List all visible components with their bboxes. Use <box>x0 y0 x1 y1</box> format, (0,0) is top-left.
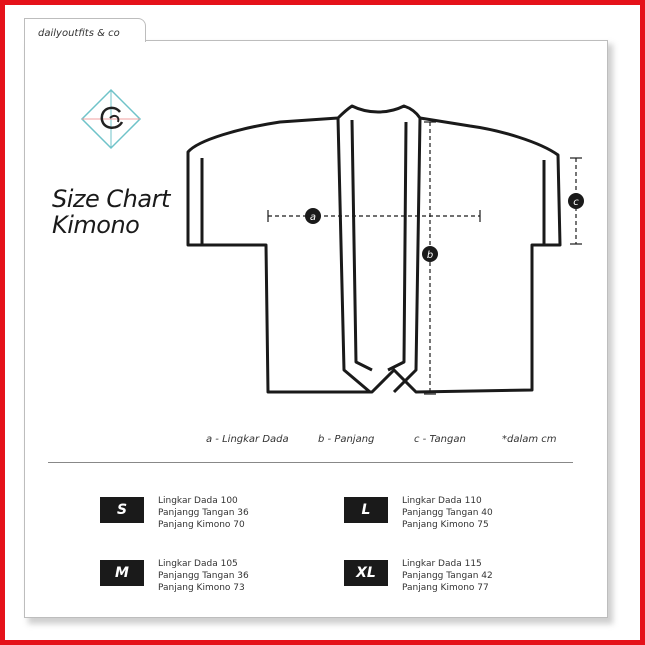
brand-logo-icon <box>80 88 142 150</box>
size-info-s <box>158 495 249 531</box>
size-badge-xl: XL <box>344 560 388 586</box>
size-xl-kimono: Panjang Kimono 77 <box>402 583 489 593</box>
size-l-tangan: Panjangg Tangan 40 <box>402 508 493 518</box>
legend-tangan: c - Tangan <box>414 434 466 445</box>
svg-text:c: c <box>573 197 579 208</box>
size-m-kimono: Panjang Kimono 73 <box>158 583 245 593</box>
marker-b <box>422 246 438 262</box>
size-s-tangan: Panjangg Tangan 36 <box>158 508 249 518</box>
marker-c <box>568 193 584 209</box>
size-info-l <box>402 495 493 531</box>
size-info-m <box>158 558 249 594</box>
size-badge-l: L <box>344 497 388 523</box>
size-xl-dada: Lingkar Dada 115 <box>402 559 482 569</box>
legend-panjang: b - Panjang <box>318 434 375 445</box>
svg-text:b: b <box>426 250 434 261</box>
size-info-xl <box>402 558 493 594</box>
size-m-tangan: Panjangg Tangan 36 <box>158 571 249 581</box>
brand-name: dailyoutfits & co <box>38 28 120 39</box>
title-line-2: Kimono <box>52 211 140 239</box>
size-s-kimono: Panjang Kimono 70 <box>158 520 245 530</box>
size-l-kimono: Panjang Kimono 75 <box>402 520 489 530</box>
title-line-1: Size Chart <box>52 185 170 213</box>
section-divider <box>48 462 573 463</box>
size-s-dada: Lingkar Dada 100 <box>158 496 238 506</box>
svg-text:a: a <box>309 212 317 223</box>
size-badge-m: M <box>100 560 144 586</box>
size-xl-tangan: Panjangg Tangan 42 <box>402 571 493 581</box>
marker-a <box>305 208 321 224</box>
size-m-dada: Lingkar Dada 105 <box>158 559 238 569</box>
size-badge-s: S <box>100 497 144 523</box>
page-title <box>52 186 170 238</box>
kimono-diagram <box>180 100 600 400</box>
legend-unit: *dalam cm <box>502 434 557 445</box>
size-l-dada: Lingkar Dada 110 <box>402 496 482 506</box>
legend-lingkar-dada: a - Lingkar Dada <box>206 434 289 445</box>
